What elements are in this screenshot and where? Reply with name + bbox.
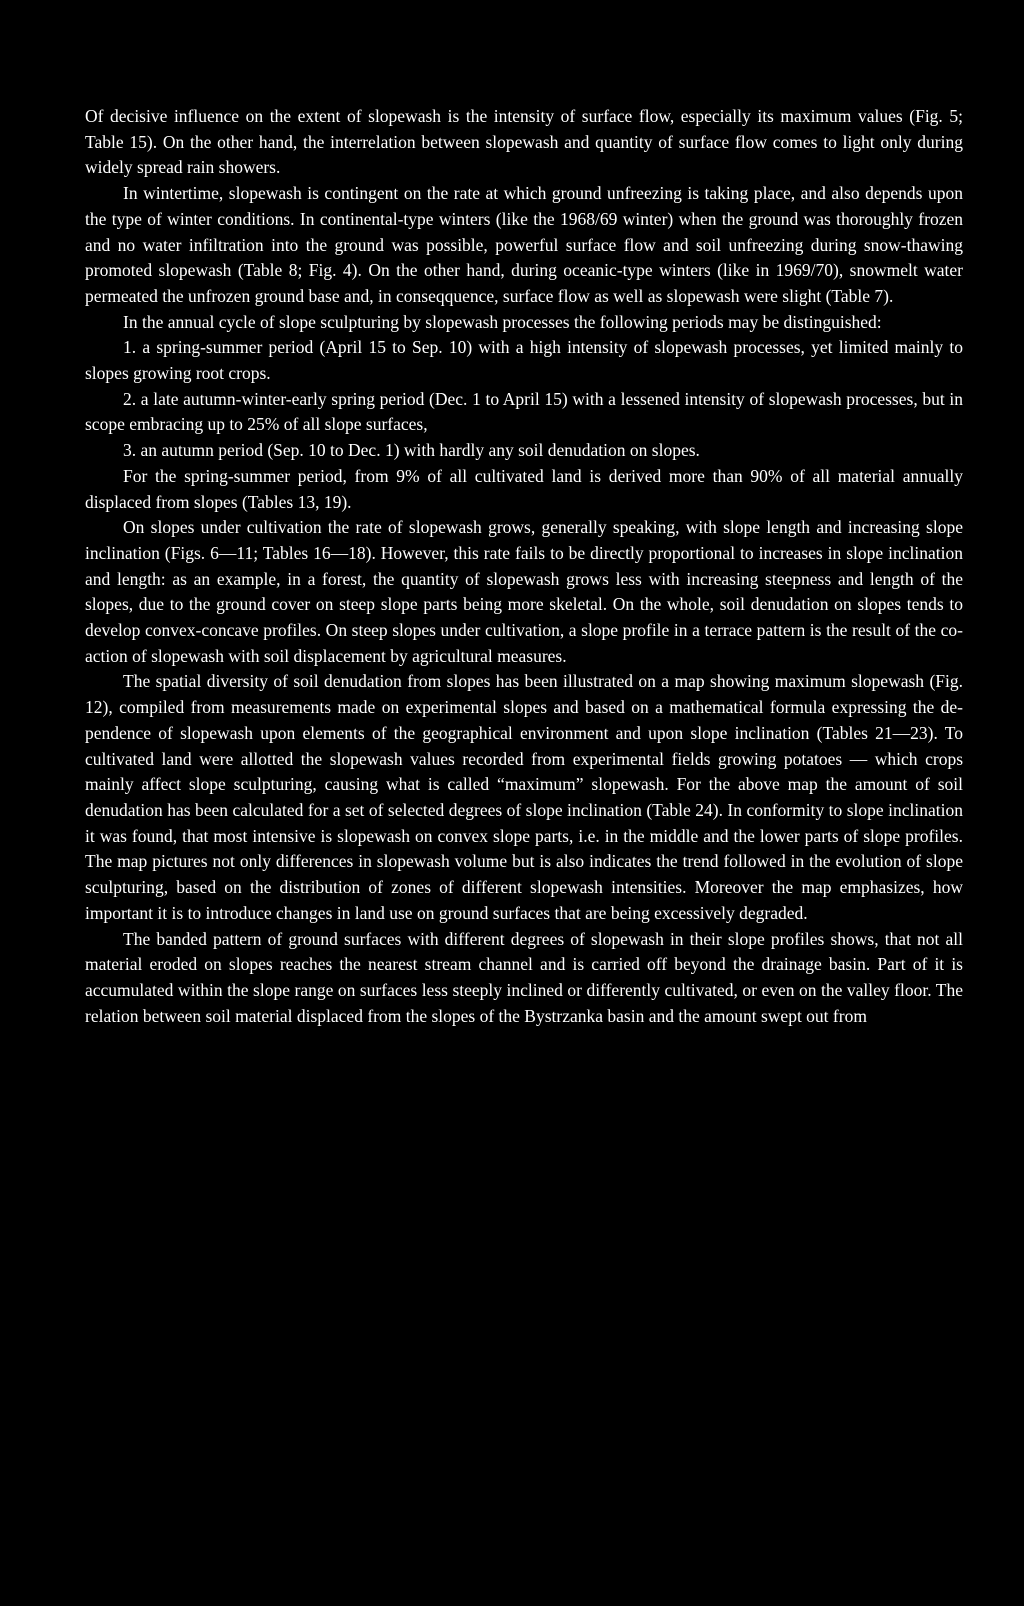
list-item-spring-summer: 1. a spring-summer period (April 15 to Sep. 10) with a high intensity of slopewash processes, yet limited mainly to slopes growing root crops. xyxy=(85,337,963,384)
paragraph-spatial-diversity: The spatial diversity of soil denudation from slopes has been illustrated on a map showing maximum slopewash (Fig. 12), compiled from measurements made on experimental slopes and based on a mathematical formula expressing the dependence of slopewash upon elements of the geographical environment and upon slope inclination (Tables 21—23). To cultivated land were allotted the slopewash values recorded from experimental fields growing potatoes — which crops mainly affect slope sculpturing, causing what is called “maximum” slopewash. For the above map the amount of soil denudation has been calculated for a set of selected degrees of slope inclination (Table 24). In conformity to slope inclination it was found, that most intensive is slopewash on convex slope parts, i.e. in the middle and the lower parts of slope profiles. The map pictures not only differences in slopewash volume but is also indicates the trend followed in the evolution of slope sculpturing, based on the distribution of zones of different slopewash intensities. Moreover the map emphasizes, how important it is to introduce changes in land use on ground surfaces that are being excessively degraded. xyxy=(85,671,963,923)
paragraph-wintertime: In wintertime, slopewash is contingent on the rate at which ground unfreezing is taking place, and also depends upon the type of winter conditions. In continental-type winters (like the 1968/69 winter) when the ground was thoroughly frozen and no water infiltration into the ground was possible, powerful surface flow and soil unfreezing during snow-thawing promoted slopewash (Table 8; Fig. 4). On the other hand, during oceanic-type winters (like in 1969/70), snowmelt water permeated the unfrozen ground base and, in conseqquence, surface flow as well as slopewash were slight (Table 7). xyxy=(85,183,963,306)
list-item-late-autumn-winter: 2. a late autumn-winter-early spring period (Dec. 1 to April 15) with a lessened intensity of slopewash processes, but in scope embracing up to 25% of all slope surfaces, xyxy=(85,388,963,435)
paragraph-spring-summer-share: For the spring-summer period, from 9% of all cultivated land is derived more than 90% of all material annually displaced from slopes (Tables 13, 19). xyxy=(85,465,963,512)
paragraph-banded-pattern: The banded pattern of ground surfaces with different degrees of slopewash in their slope profiles shows, that not all material eroded on slopes reaches the nearest stream channel and is carried off beyond the drainage basin. Part of it is accumulated within the slope range on surfaces less steeply inclined or differently cultivated, or even on the valley floor. The relation between soil material displaced from the slopes of the Bystrzanka basin and the amount swept out from xyxy=(85,928,963,1026)
paragraph-annual-cycle: In the annual cycle of slope sculpturing by slopewash processes the following periods may be distinguished: xyxy=(123,311,882,332)
paragraph-surface-flow: Of decisive influence on the extent of slopewash is the intensity of surface flow, especially its maximum values (Fig. 5; Table 15). On the other hand, the interrelation between slopewash and quantity of surface flow comes to light only during widely spread rain showers. xyxy=(85,106,963,178)
list-item-autumn: 3. an autumn period (Sep. 10 to Dec. 1) with hardly any soil denudation on slopes. xyxy=(123,440,700,461)
paragraph-cultivated-slopes: On slopes under cultivation the rate of slopewash grows, generally speaking, with slope length and increasing slope inclination (Figs. 6—11; Tables 16—18). However, this rate fails to be directly proportional to increases in slope inclination and length: as an example, in a forest, the quantity of slopewash grows less with increasing steepness and length of the slopes, due to the ground cover on steep slope parts being more skeletal. On the whole, soil denudation on slopes tends to develop convex-concave profiles. On steep slopes under cultivation, a slope profile in a terrace pattern is the result of the co-action of slopewash with soil displacement by agricultural measures. xyxy=(85,517,963,666)
document-page xyxy=(85,104,963,1584)
